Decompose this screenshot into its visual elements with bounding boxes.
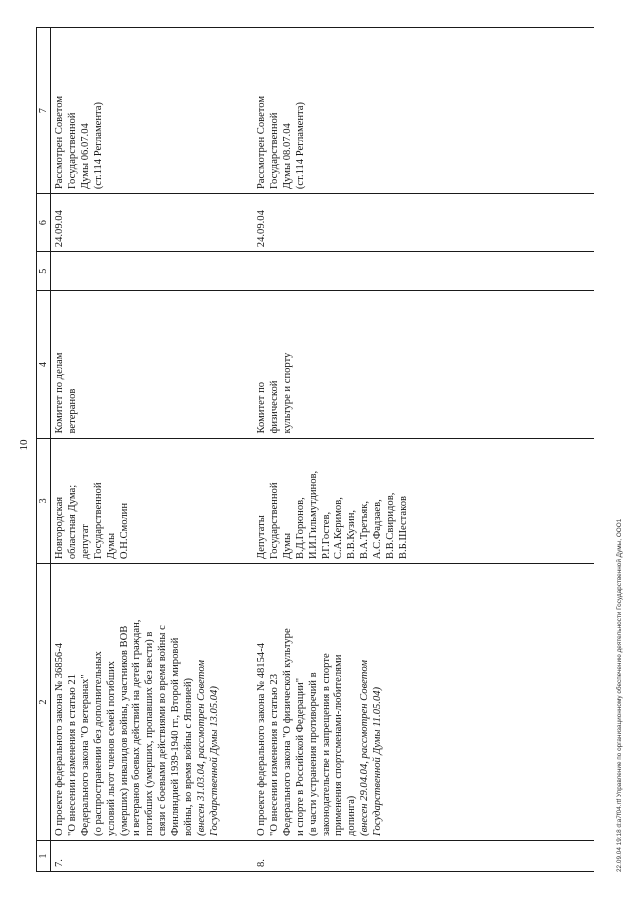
status-line: Думы 06.07.04: [79, 123, 91, 190]
submission-note: Государственной Думы 11.05.04): [372, 686, 384, 836]
bill-author: [253, 438, 594, 564]
author-line: Р.Г.Гостев,: [320, 511, 332, 560]
table-header-row: [37, 28, 51, 872]
column-header-4: 4: [37, 291, 51, 438]
author-line: В.Д.Горюнов,: [294, 497, 306, 560]
submission-note: (внесен 31.03.04, рассмотрен Советом: [195, 659, 207, 836]
committee-line: культуре и спорту: [281, 352, 293, 434]
author-line: Новгородская: [54, 496, 65, 560]
committee-line: Комитет по: [256, 381, 267, 434]
author-line: И.И.Гильмутдинов,: [307, 470, 319, 560]
committee: [51, 291, 254, 438]
print-footer: 22.09.04 19:18 d:a7f04.rtf Управление по организационному обеспечению деятельности Государственной Думы, ООО1: [616, 518, 623, 872]
description-line: и спорте в Российской Федерации": [294, 677, 306, 836]
date-cell: 24.09.04: [51, 194, 254, 252]
author-line: Думы: [105, 532, 117, 560]
description-line: (в части устранения противоречий в: [307, 672, 319, 836]
column-header-7: 7: [37, 28, 51, 194]
column-header-6: 6: [37, 194, 51, 252]
status-cell: [253, 28, 594, 194]
author-line: В.А.Третьяк,: [359, 500, 371, 560]
bills-table: [36, 27, 594, 872]
author-line: В.В.Свиридов,: [385, 492, 397, 560]
author-line: А.С.Фадзаев,: [372, 499, 384, 560]
column-header-2: 2: [37, 564, 51, 841]
committee: [253, 291, 594, 438]
author-line: областная Дума;: [66, 484, 78, 560]
status-cell: [51, 28, 254, 194]
author-line: Депутаты: [256, 515, 267, 560]
description-line: Финляндией 1939-1940 гг., Второй мировой: [170, 637, 182, 836]
description-line: войны, во время войны с Японией): [183, 677, 195, 836]
status-line: (ст.114 Регламента): [294, 101, 306, 190]
status-line: Рассмотрен Советом: [54, 95, 65, 190]
description-line: погибших (умерших, пропавших без вести) в: [144, 631, 156, 836]
author-line: Думы: [281, 532, 293, 560]
status-line: Государственной: [66, 112, 78, 190]
row-number: 8.: [253, 840, 594, 871]
table-row: [51, 28, 254, 872]
description-line: Федерального закона "О физической культуре: [281, 628, 293, 836]
row-number: 7.: [51, 840, 254, 871]
description-line: Федерального закона "О ветеранах": [79, 674, 91, 836]
author-line: Государственной: [268, 482, 280, 560]
status-line: Государственной: [268, 112, 280, 190]
description-line: условий льгот членов семей погибших: [105, 661, 117, 836]
date-cell: 24.09.04: [253, 194, 594, 252]
description-line: применения спортсменами-любителями: [333, 654, 345, 836]
committee-line: ветеранов: [66, 388, 78, 434]
submission-note: Государственной Думы 13.05.04): [208, 686, 220, 836]
description-line: допинга): [346, 795, 358, 836]
table-row: [253, 28, 594, 872]
author-line: В.Б.Шестаков: [397, 495, 409, 560]
page-number: 10: [18, 439, 30, 451]
description-line: связи с боевыми действиями во время войны с: [157, 625, 169, 836]
bill-author: [51, 438, 254, 564]
description-line: "О внесении изменения в статью 23: [268, 674, 280, 836]
column-header-3: 3: [37, 438, 51, 564]
description-line: О проекте федерального закона № 48154-4: [256, 642, 267, 836]
submission-note: (внесен 29.04.04, рассмотрен Советом: [359, 659, 371, 836]
description-line: законодательстве и запрещения в спорте: [320, 653, 332, 836]
committee-line: физической: [268, 380, 280, 434]
description-line: О проекте федерального закона № 36856-4: [54, 642, 65, 836]
description-line: "О внесении изменения в статью 21: [66, 674, 78, 836]
author-line: Государственной: [92, 482, 104, 560]
status-line: (ст.114 Регламента): [92, 101, 104, 190]
description-line: (о распространении без дополнительных: [92, 651, 104, 836]
status-line: Рассмотрен Советом: [256, 95, 267, 190]
author-line: депутат: [79, 524, 91, 560]
bill-description: [51, 564, 254, 841]
column-5-cell: [51, 252, 254, 291]
status-line: Думы 08.07.04: [281, 123, 293, 190]
bill-description: [253, 564, 594, 841]
column-5-cell: [253, 252, 594, 291]
description-line: и ветеранов боевых действий на детей граждан,: [131, 619, 143, 836]
author-line: О.Н.Смолин: [118, 502, 130, 560]
column-header-1: 1: [37, 840, 51, 871]
author-line: С.А.Керимов,: [333, 497, 345, 560]
description-line: (умерших) инвалидов войны, участников ВОВ: [118, 625, 130, 836]
author-line: В.В.Кузин,: [346, 509, 358, 560]
column-header-5: 5: [37, 252, 51, 291]
committee-line: Комитет по делам: [54, 352, 65, 434]
